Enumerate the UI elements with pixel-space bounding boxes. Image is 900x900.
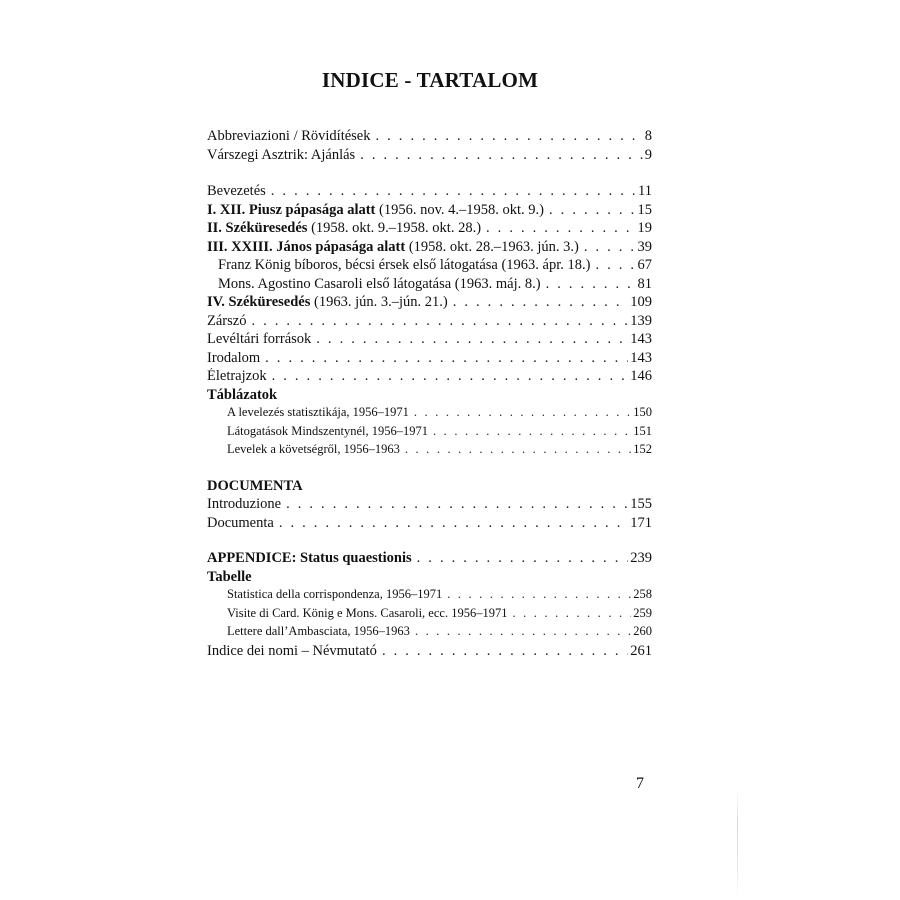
toc-page-number: 11: [638, 183, 652, 199]
dot-leader: [417, 550, 629, 567]
toc-page-number: 15: [637, 201, 652, 218]
dot-leader: [414, 405, 631, 420]
toc-entry-chapter-3[interactable]: [207, 239, 652, 258]
chapter-title: IV. Széküresedés: [207, 294, 311, 310]
chapter-dates: (1958. okt. 9.–1958. okt. 28.): [307, 220, 482, 236]
toc-entry-label: Irodalom: [207, 349, 261, 366]
toc-entry-label: Zárszó: [207, 312, 247, 329]
dot-leader: [486, 220, 635, 237]
toc-entry-biographies[interactable]: [207, 368, 652, 387]
toc-entry-tabella-2[interactable]: [207, 606, 652, 625]
toc-entry-label: [207, 220, 481, 237]
toc-entry-label: [207, 239, 579, 256]
toc-entry-label: Documenta: [207, 514, 274, 531]
dot-leader: [447, 587, 631, 602]
toc-entry-abbreviations[interactable]: [207, 128, 652, 147]
chapter-title: III. XXIII. János pápasága alatt: [207, 238, 406, 255]
toc-page-number: 19: [637, 220, 652, 236]
toc-page-number: 81: [637, 275, 652, 292]
toc-entry-documenta[interactable]: [207, 515, 652, 534]
toc-page-number: 152: [633, 442, 652, 456]
toc-entry-label: Visite di Card. König e Mons. Casaroli, ecc. 1956–1971: [227, 605, 508, 620]
toc-entry-appendice[interactable]: [207, 550, 652, 569]
toc-heading-tables-hu: Táblázatok: [207, 386, 278, 403]
toc-page-number: 150: [633, 405, 652, 419]
toc-page-number: 239: [630, 550, 652, 566]
toc-page-number: 9: [644, 146, 652, 163]
toc-entry-label: Várszegi Asztrik: Ajánlás: [207, 146, 356, 163]
toc-entry-chapter-3b[interactable]: [207, 276, 652, 295]
toc-entry-archival-sources[interactable]: [207, 331, 652, 350]
toc-entry-label: Levelek a követségről, 1956–1963: [227, 442, 400, 456]
toc-page-number: 143: [630, 349, 652, 366]
toc-entry-label: Introduzione: [207, 496, 282, 512]
toc-entry-chapter-2[interactable]: [207, 220, 652, 239]
toc-heading-documenta: DOCUMENTA: [207, 477, 303, 494]
toc-entry-chapter-3a[interactable]: [207, 257, 652, 276]
toc-entry-label: Statistica della corrispondenza, 1956–1971: [227, 587, 443, 601]
toc-page-number: 258: [633, 587, 652, 601]
dot-leader: [251, 313, 628, 330]
dot-leader: [405, 442, 631, 457]
toc-entry-table-2[interactable]: [207, 424, 652, 443]
toc-entry-conclusion[interactable]: [207, 313, 652, 332]
toc-entry-label: Indice dei nomi – Névmutató: [207, 642, 377, 659]
chapter-dates: (1963. jún. 3.–jún. 21.): [310, 294, 448, 310]
toc-entry-label: Abbreviazioni / Rövidítések: [207, 128, 371, 144]
chapter-title: I. XII. Piusz pápasága alatt: [207, 201, 376, 218]
toc-entry-label: [207, 294, 448, 311]
toc-page-number: 109: [630, 294, 652, 310]
toc-entry-label: Lettere dall’Ambasciata, 1956–1963: [227, 624, 410, 638]
toc-entry-name-index[interactable]: [207, 643, 652, 662]
chapter-title: II. Széküresedés: [207, 220, 308, 236]
chapter-dates: (1958. okt. 28.–1963. jún. 3.): [405, 238, 579, 255]
toc-entry-table-1[interactable]: [207, 405, 652, 424]
toc-entry-label: Életrajzok: [207, 368, 267, 384]
dot-leader: [376, 128, 643, 145]
page-title: INDICE - TARTALOM: [321, 68, 539, 92]
dot-leader: [271, 183, 636, 200]
toc-entry-introduction-hu[interactable]: [207, 183, 652, 202]
toc-entry-label: Levéltári források: [207, 331, 312, 347]
toc-page-number: 67: [637, 257, 652, 273]
toc-entry-introduzione[interactable]: [207, 496, 652, 515]
toc-entry-label: Látogatások Mindszentynél, 1956–1971: [227, 423, 429, 438]
dot-leader: [546, 276, 636, 293]
toc-entry-label: [207, 550, 412, 567]
toc-entry-chapter-1[interactable]: [207, 202, 652, 221]
toc-entry-chapter-4[interactable]: [207, 294, 652, 313]
page-number: 7: [636, 775, 644, 792]
scan-edge-line: [737, 790, 738, 900]
toc-entry-tabella-3[interactable]: [207, 624, 652, 643]
toc-entry-label: [207, 202, 544, 219]
toc-entry-label: Mons. Agostino Casaroli első látogatása (1963. máj. 8.): [218, 275, 541, 292]
dot-leader: [433, 424, 631, 439]
toc-entry-recommendation[interactable]: [207, 147, 652, 166]
toc-heading-tabelle: Tabelle: [207, 568, 252, 585]
dot-leader: [279, 515, 628, 532]
toc-entry-label: Bevezetés: [207, 183, 266, 199]
dot-leader: [453, 294, 629, 311]
toc-page-number: 259: [633, 605, 652, 620]
toc-entry-label: Franz König bíboros, bécsi érsek első látogatása (1963. ápr. 18.): [218, 257, 591, 273]
dot-leader: [265, 350, 628, 367]
toc-page-number: 139: [630, 312, 652, 329]
dot-leader: [286, 496, 628, 513]
table-of-contents: [207, 128, 652, 661]
dot-leader: [382, 643, 628, 660]
toc-page-number: 143: [630, 331, 652, 347]
toc-entry-literature[interactable]: [207, 350, 652, 369]
toc-page-number: 39: [637, 238, 652, 255]
toc-page-number: 155: [630, 496, 652, 512]
toc-entry-label: A levelezés statisztikája, 1956–1971: [227, 405, 409, 419]
toc-entry-tabella-1[interactable]: [207, 587, 652, 606]
toc-page-number: 146: [630, 368, 652, 384]
dot-leader: [595, 257, 635, 274]
toc-page-number: 151: [633, 423, 652, 438]
dot-leader: [360, 147, 643, 164]
toc-page-number: 260: [633, 624, 652, 638]
dot-leader: [549, 202, 635, 219]
dot-leader: [512, 606, 631, 621]
dot-leader: [584, 239, 636, 256]
chapter-dates: (1956. nov. 4.–1958. okt. 9.): [375, 201, 545, 218]
toc-entry-table-3[interactable]: [207, 442, 652, 461]
dot-leader: [272, 368, 629, 385]
dot-leader: [316, 331, 628, 348]
toc-page-number: 8: [644, 128, 652, 144]
appendix-title: APPENDICE: Status quaestionis: [207, 550, 412, 566]
toc-page-number: 171: [630, 514, 652, 531]
dot-leader: [415, 624, 631, 639]
toc-page-number: 261: [630, 642, 652, 659]
